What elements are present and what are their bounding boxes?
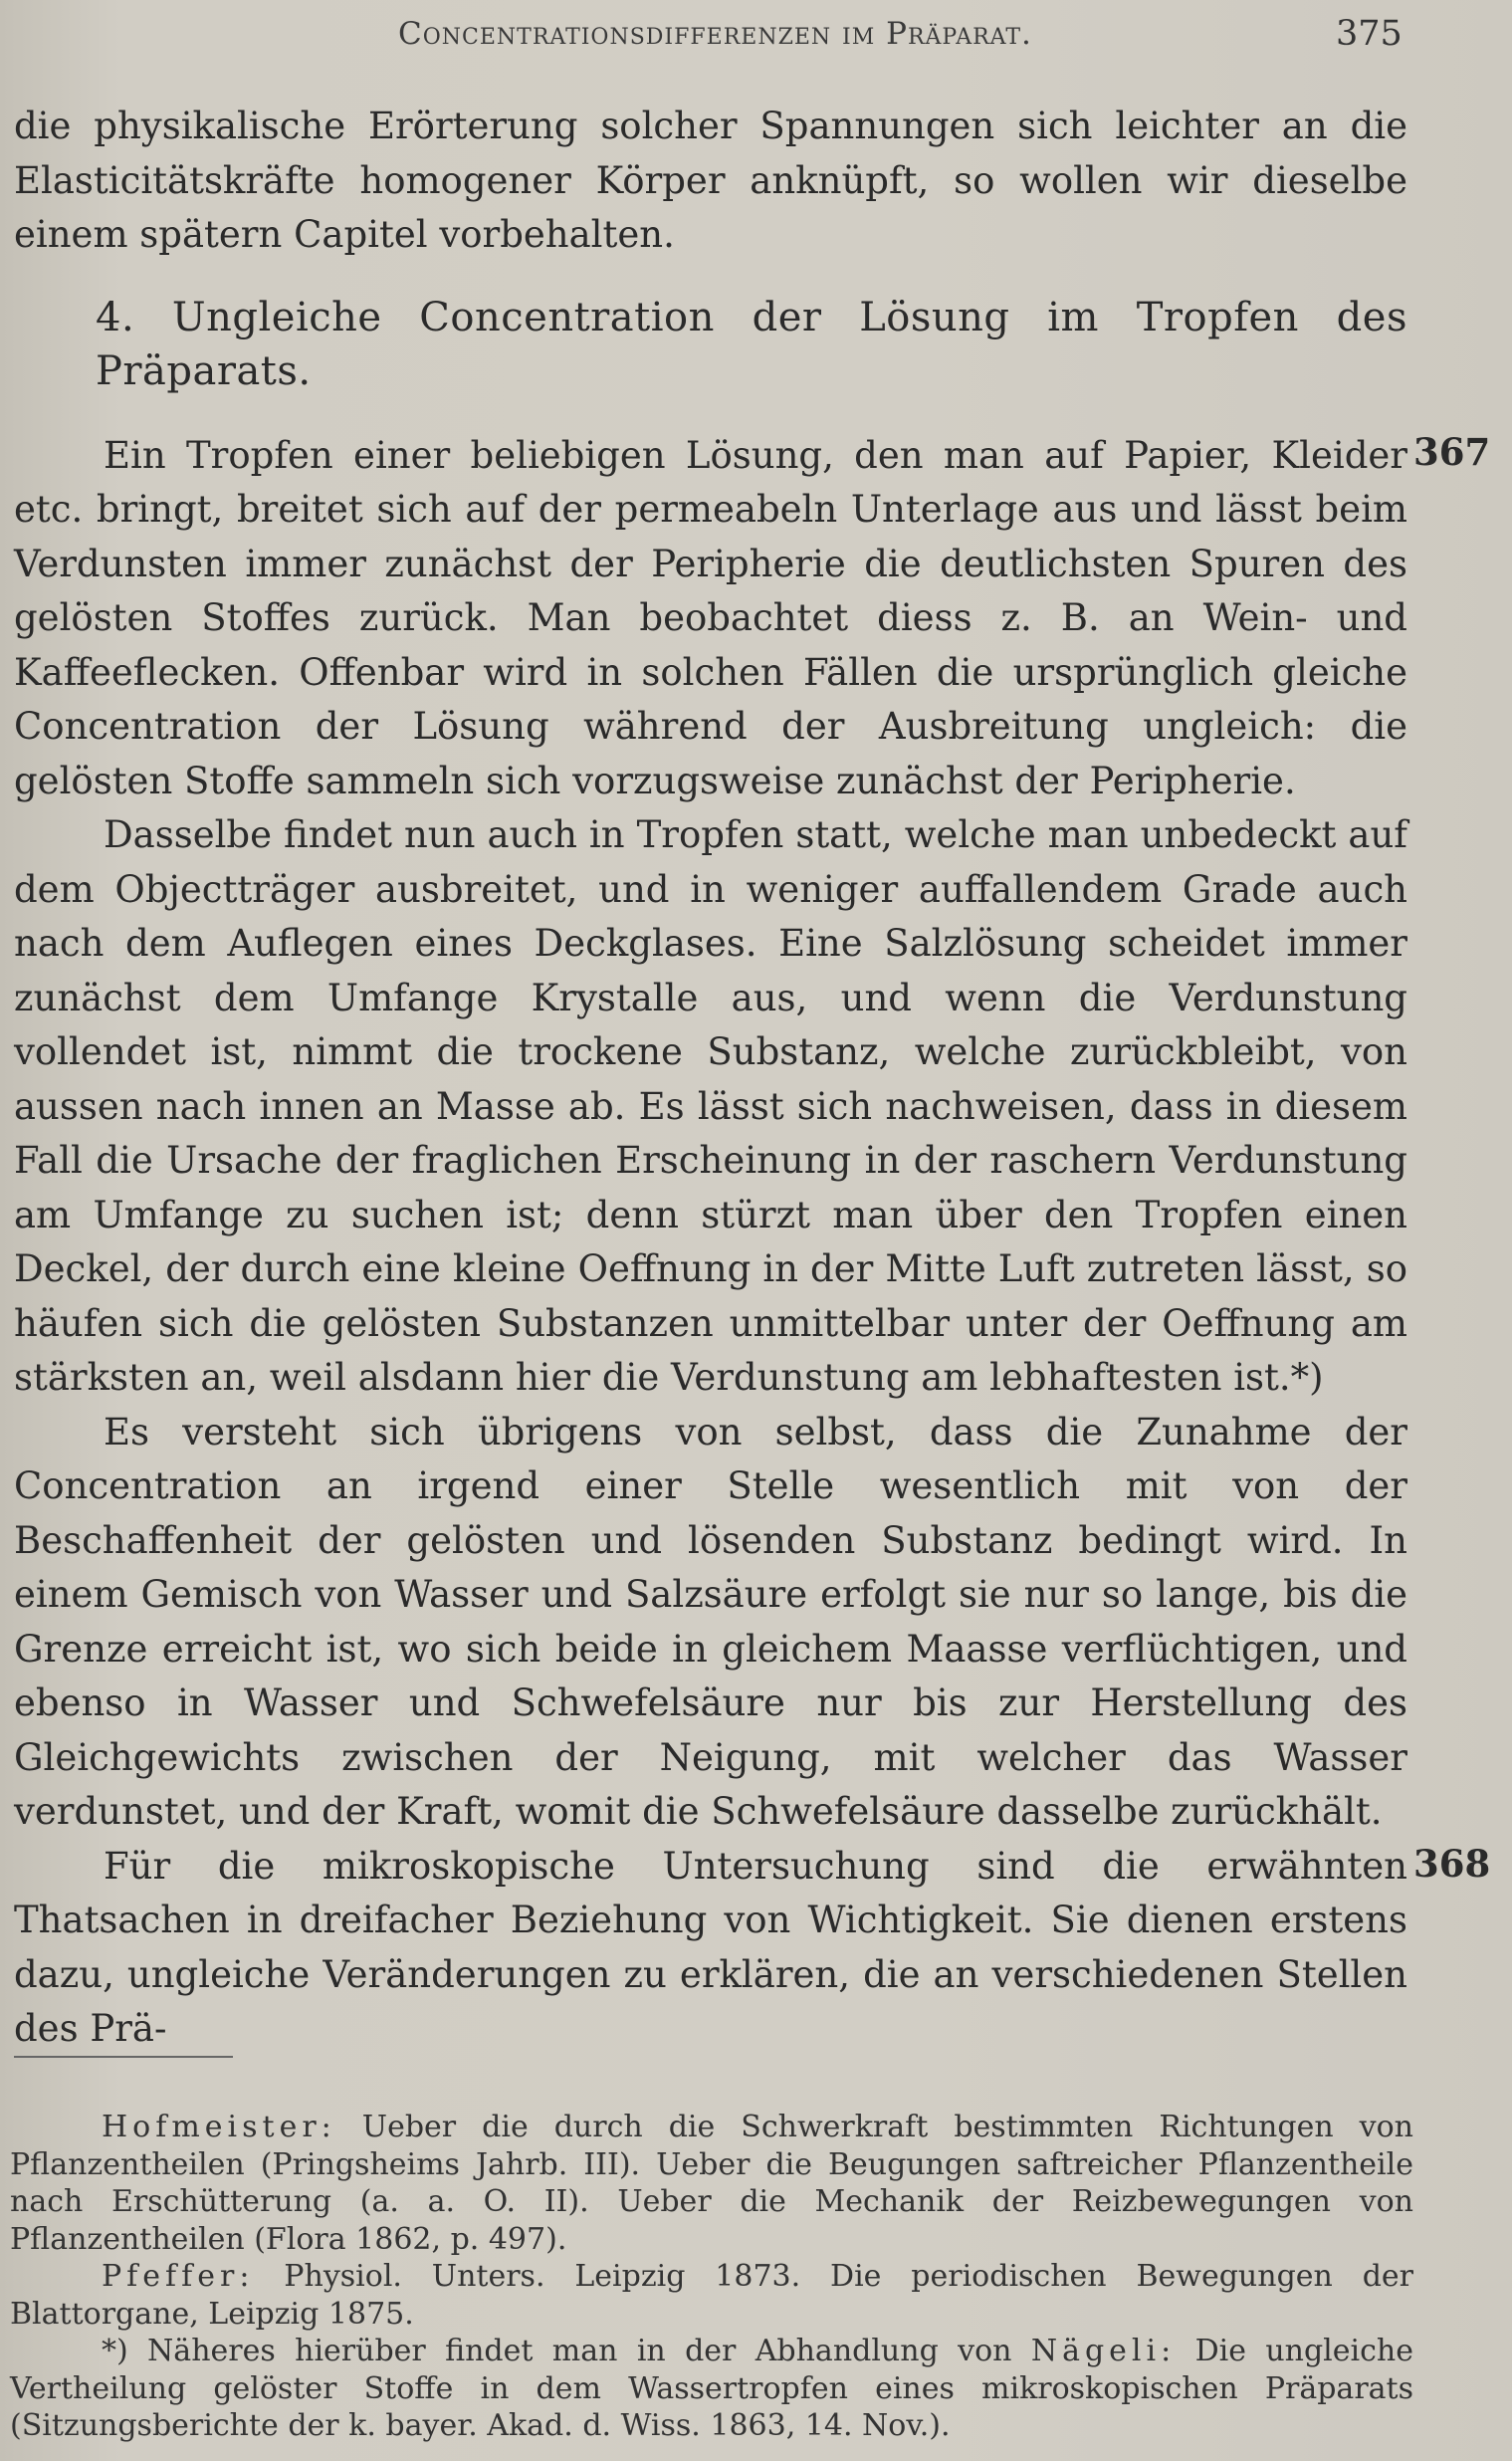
body-text bbox=[14, 100, 1407, 2057]
section-heading: 4. Ungleiche Concentration der Lösung im Tropfen des Präparats. bbox=[96, 294, 1407, 394]
footnote-author: Hofmeister: bbox=[102, 2110, 336, 2144]
footnote-rule bbox=[14, 2056, 233, 2058]
paragraph-3: Es versteht sich übrigens von selbst, dass die Zunahme der Concentration an irgend einer Stelle wesentlich mit von der Beschaffenheit der gelösten und lösenden Substanz bedingt wird. In einem Gemisch von Wasser und Salzsäure erfolgt sie nur so lange, bis die Grenze erreicht ist, wo sich beide in gleichem Maasse verflüchtigen, und ebenso in Wasser und Schwefelsäure nur bis zur Herstellung des Gleichgewichts zwischen der Neigung, mit welcher das Wasser verdunstet, und der Kraft, womit die Schwefelsäure dasselbe zurückhält. bbox=[14, 1410, 1407, 1833]
margin-number-367: 367 bbox=[1413, 430, 1491, 474]
footnote-author: Nägeli: bbox=[1030, 2334, 1177, 2368]
running-head bbox=[0, 14, 1512, 64]
footnote-text: Die ungleiche Vertheilung gelöster Stoffe in dem Wassertropfen eines mikroskopischen Präparats (Sitzungsberichte der k. bayer. Akad. d. Wiss. 1863, 14. Nov.). bbox=[10, 2334, 1413, 2443]
carryover-paragraph: die physikalische Erörterung solcher Spannungen sich leichter an die Elasticitätskräfte homogener Körper anknüpft, so wollen wir dieselbe einem spätern Capitel vorbehalten. bbox=[14, 105, 1407, 256]
footnote-hofmeister bbox=[10, 2109, 1413, 2258]
paragraph-2: Dasselbe findet nun auch in Tropfen statt, welche man unbedeckt auf dem Objectträger ausbreitet, und in weniger auffallendem Grade auch nach dem Auflegen eines Deckglases. Eine Salzlösung scheidet immer zunächst dem Umfange Krystalle aus, und wenn die Verdunstung vollendet ist, nimmt die trockene Substanz, welche zurückbleibt, von aussen nach innen an Masse ab. Es lässt sich nachweisen, dass in diesem Fall die Ursache der fraglichen Erscheinung in der raschern Verdunstung am Umfange zu suchen ist; denn stürzt man über den Tropfen einen Deckel, der durch eine kleine Oeffnung in der Mitte Luft zutreten lässt, so häufen sich die gelösten Substanzen unmittelbar unter der Oeffnung am stärksten an, weil alsdann hier die Verdunstung am lebhaftesten ist.*) bbox=[14, 813, 1407, 1399]
footnote-prefix: *) Näheres hierüber findet man in der Abhandlung von bbox=[102, 2334, 1031, 2368]
footnote-naegeli bbox=[10, 2333, 1413, 2445]
running-title: Concentrationsdifferenzen im Präparat. bbox=[398, 16, 1032, 52]
margin-number-368: 368 bbox=[1413, 1842, 1491, 1886]
footnote-author: Pfeffer: bbox=[102, 2259, 255, 2294]
footnote-text: Physiol. Unters. Leipzig 1873. Die periodischen Bewegungen der Blattorgane, Leipzig 1875. bbox=[10, 2259, 1413, 2332]
paragraph-4: Für die mikroskopische Untersuchung sind die erwähnten Thatsachen in dreifacher Beziehung von Wichtigkeit. Sie dienen erstens dazu, ungleiche Veränderungen zu erklären, die an verschiedenen Stellen des Prä- bbox=[14, 1844, 1407, 2050]
footnote-text: Ueber die durch die Schwerkraft bestimmten Richtungen von Pflanzentheilen (Pringsheims Jahrb. III). Ueber die Beugungen saftreicher Pflanzentheile nach Erschütterung (a. a. O. II). Ueber die Mechanik der Reizbewegungen von Pflanzentheilen (Flora 1862, p. 497). bbox=[10, 2110, 1413, 2257]
footnotes bbox=[10, 2109, 1413, 2445]
page-number: 375 bbox=[1336, 14, 1403, 54]
footnote-pfeffer bbox=[10, 2258, 1413, 2333]
paragraph-1: Ein Tropfen einer beliebigen Lösung, den man auf Papier, Kleider etc. bringt, breitet sich auf der permeabeln Unterlage aus und lässt beim Verdunsten immer zunächst der Peripherie die deutlichsten Spuren des gelösten Stoffes zurück. Man beobachtet diess z. B. an Wein- und Kaffeeflecken. Offenbar wird in solchen Fällen die ursprünglich gleiche Concentration der Lösung während der Ausbreitung ungleich: die gelösten Stoffe sammeln sich vorzugsweise zunächst der Peripherie. bbox=[14, 433, 1407, 802]
